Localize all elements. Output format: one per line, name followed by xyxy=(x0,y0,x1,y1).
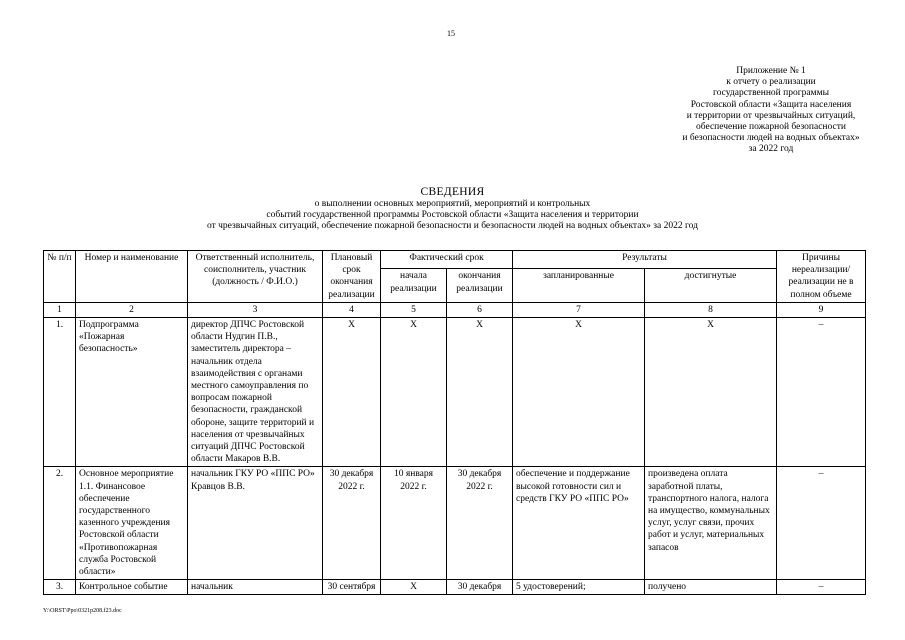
row-responsible: начальник xyxy=(188,580,323,595)
header-results-achieved: достигнутые xyxy=(645,269,777,302)
row-results-planned: обеспечение и поддержание высокой готовности сил и средств ГКУ РО «ППС РО» xyxy=(513,467,645,580)
row-actual-start: 10 января 2022 г. xyxy=(381,467,447,580)
row-results-achieved: произведена оплата заработной платы, транспортного налога, налога на имущество, коммунальных услуг, услуг связи, прочих работ и услуг, материальных запасов xyxy=(645,467,777,580)
page-number: 15 xyxy=(447,29,455,38)
title-heading: СВЕДЕНИЯ xyxy=(420,186,485,198)
report-table xyxy=(43,250,866,595)
row-num: 2. xyxy=(44,467,76,580)
row-results-achieved: Х xyxy=(645,318,777,467)
appendix-line: за 2022 год xyxy=(748,144,794,155)
appendix-note xyxy=(640,66,902,156)
column-number: 6 xyxy=(447,302,513,317)
column-number: 4 xyxy=(323,302,381,317)
row-num: 3. xyxy=(44,580,76,595)
row-results-planned: 5 удостоверений; xyxy=(513,580,645,595)
header-actual-start: начала реализации xyxy=(381,269,447,302)
row-actual-start: Х xyxy=(381,318,447,467)
column-number: 9 xyxy=(777,302,866,317)
row-name: Основное мероприятие 1.1. Финансовое обеспечение государственного казенного учреждения Ростовской области «Противопожарная служба Ростовской области» xyxy=(76,467,188,580)
header-results: Результаты xyxy=(513,251,777,269)
header-results-planned: запланированные xyxy=(513,269,645,302)
row-actual-end: 30 декабря xyxy=(447,580,513,595)
appendix-line: и безопасности людей на водных объектах» xyxy=(682,133,860,144)
row-actual-start: Х xyxy=(381,580,447,595)
row-planned-end: 30 сентября xyxy=(323,580,381,595)
column-number-row xyxy=(44,302,866,317)
column-number: 2 xyxy=(76,302,188,317)
appendix-line: государственной программы xyxy=(713,88,829,99)
column-number: 7 xyxy=(513,302,645,317)
column-number: 1 xyxy=(44,302,76,317)
appendix-line: Приложение № 1 xyxy=(736,66,806,76)
row-planned-end: Х xyxy=(323,318,381,467)
row-num: 1. xyxy=(44,318,76,467)
column-number: 3 xyxy=(188,302,323,317)
row-name: Контрольное событие xyxy=(76,580,188,595)
row-reasons: – xyxy=(777,467,866,580)
header-name: Номер и наименование xyxy=(76,251,188,303)
row-results-achieved: получено xyxy=(645,580,777,595)
row-reasons: – xyxy=(777,580,866,595)
document-title xyxy=(0,186,905,233)
row-reasons: – xyxy=(777,318,866,467)
row-planned-end: 30 декабря 2022 г. xyxy=(323,467,381,580)
appendix-line: обеспечение пожарной безопасности xyxy=(696,122,846,133)
row-actual-end: Х xyxy=(447,318,513,467)
row-responsible: директор ДПЧС Ростовской области Нудгин П.В., заместитель директора – начальник отдела взаимодействия с органами местного самоуправления по вопросам пожарной безопасности, гражданской обороне, защите территорий и населения от чрезвычайных ситуаций ДПЧС Ростовской области Макаров В.В. xyxy=(188,318,323,467)
header-num: № п/п xyxy=(44,251,76,303)
header-planned-end: Плановый срок окончания реализации xyxy=(323,251,381,303)
appendix-line: к отчету о реализации xyxy=(726,77,816,88)
row-actual-end: 30 декабря 2022 г. xyxy=(447,467,513,580)
column-number: 5 xyxy=(381,302,447,317)
header-actual-term: Фактический срок xyxy=(381,251,513,269)
header-row xyxy=(44,251,866,269)
title-line: от чрезвычайных ситуаций, обеспечение пожарной безопасности и безопасности людей на водных объектах» за 2022 год xyxy=(207,221,698,232)
row-responsible: начальник ГКУ РО «ППС РО» Кравцов В.В. xyxy=(188,467,323,580)
appendix-line: Ростовской области «Защита населения xyxy=(690,99,852,110)
row-results-planned: Х xyxy=(513,318,645,467)
header-responsible: Ответственный исполнитель, соисполнитель, участник (должность / Ф.И.О.) xyxy=(188,251,323,303)
row-name: Подпрограмма «Пожарная безопасность» xyxy=(76,318,188,467)
table-row xyxy=(44,580,866,595)
title-subtitle xyxy=(0,199,905,233)
title-line: о выполнении основных мероприятий, мероприятий и контрольных xyxy=(314,199,591,209)
appendix-line: и территории от чрезвычайных ситуаций, xyxy=(686,110,856,121)
table-row xyxy=(44,467,866,580)
header-actual-end: окончания реализации xyxy=(447,269,513,302)
header-reasons: Причины нереализации/ реализации не в полном объеме xyxy=(777,251,866,303)
file-path-footer: Y:\ORST\Ppo\0321p208.f23.doc xyxy=(43,608,122,614)
title-line: событий государственной программы Ростовской области «Защита населения и территории xyxy=(266,210,639,221)
table-row xyxy=(44,318,866,467)
column-number: 8 xyxy=(645,302,777,317)
